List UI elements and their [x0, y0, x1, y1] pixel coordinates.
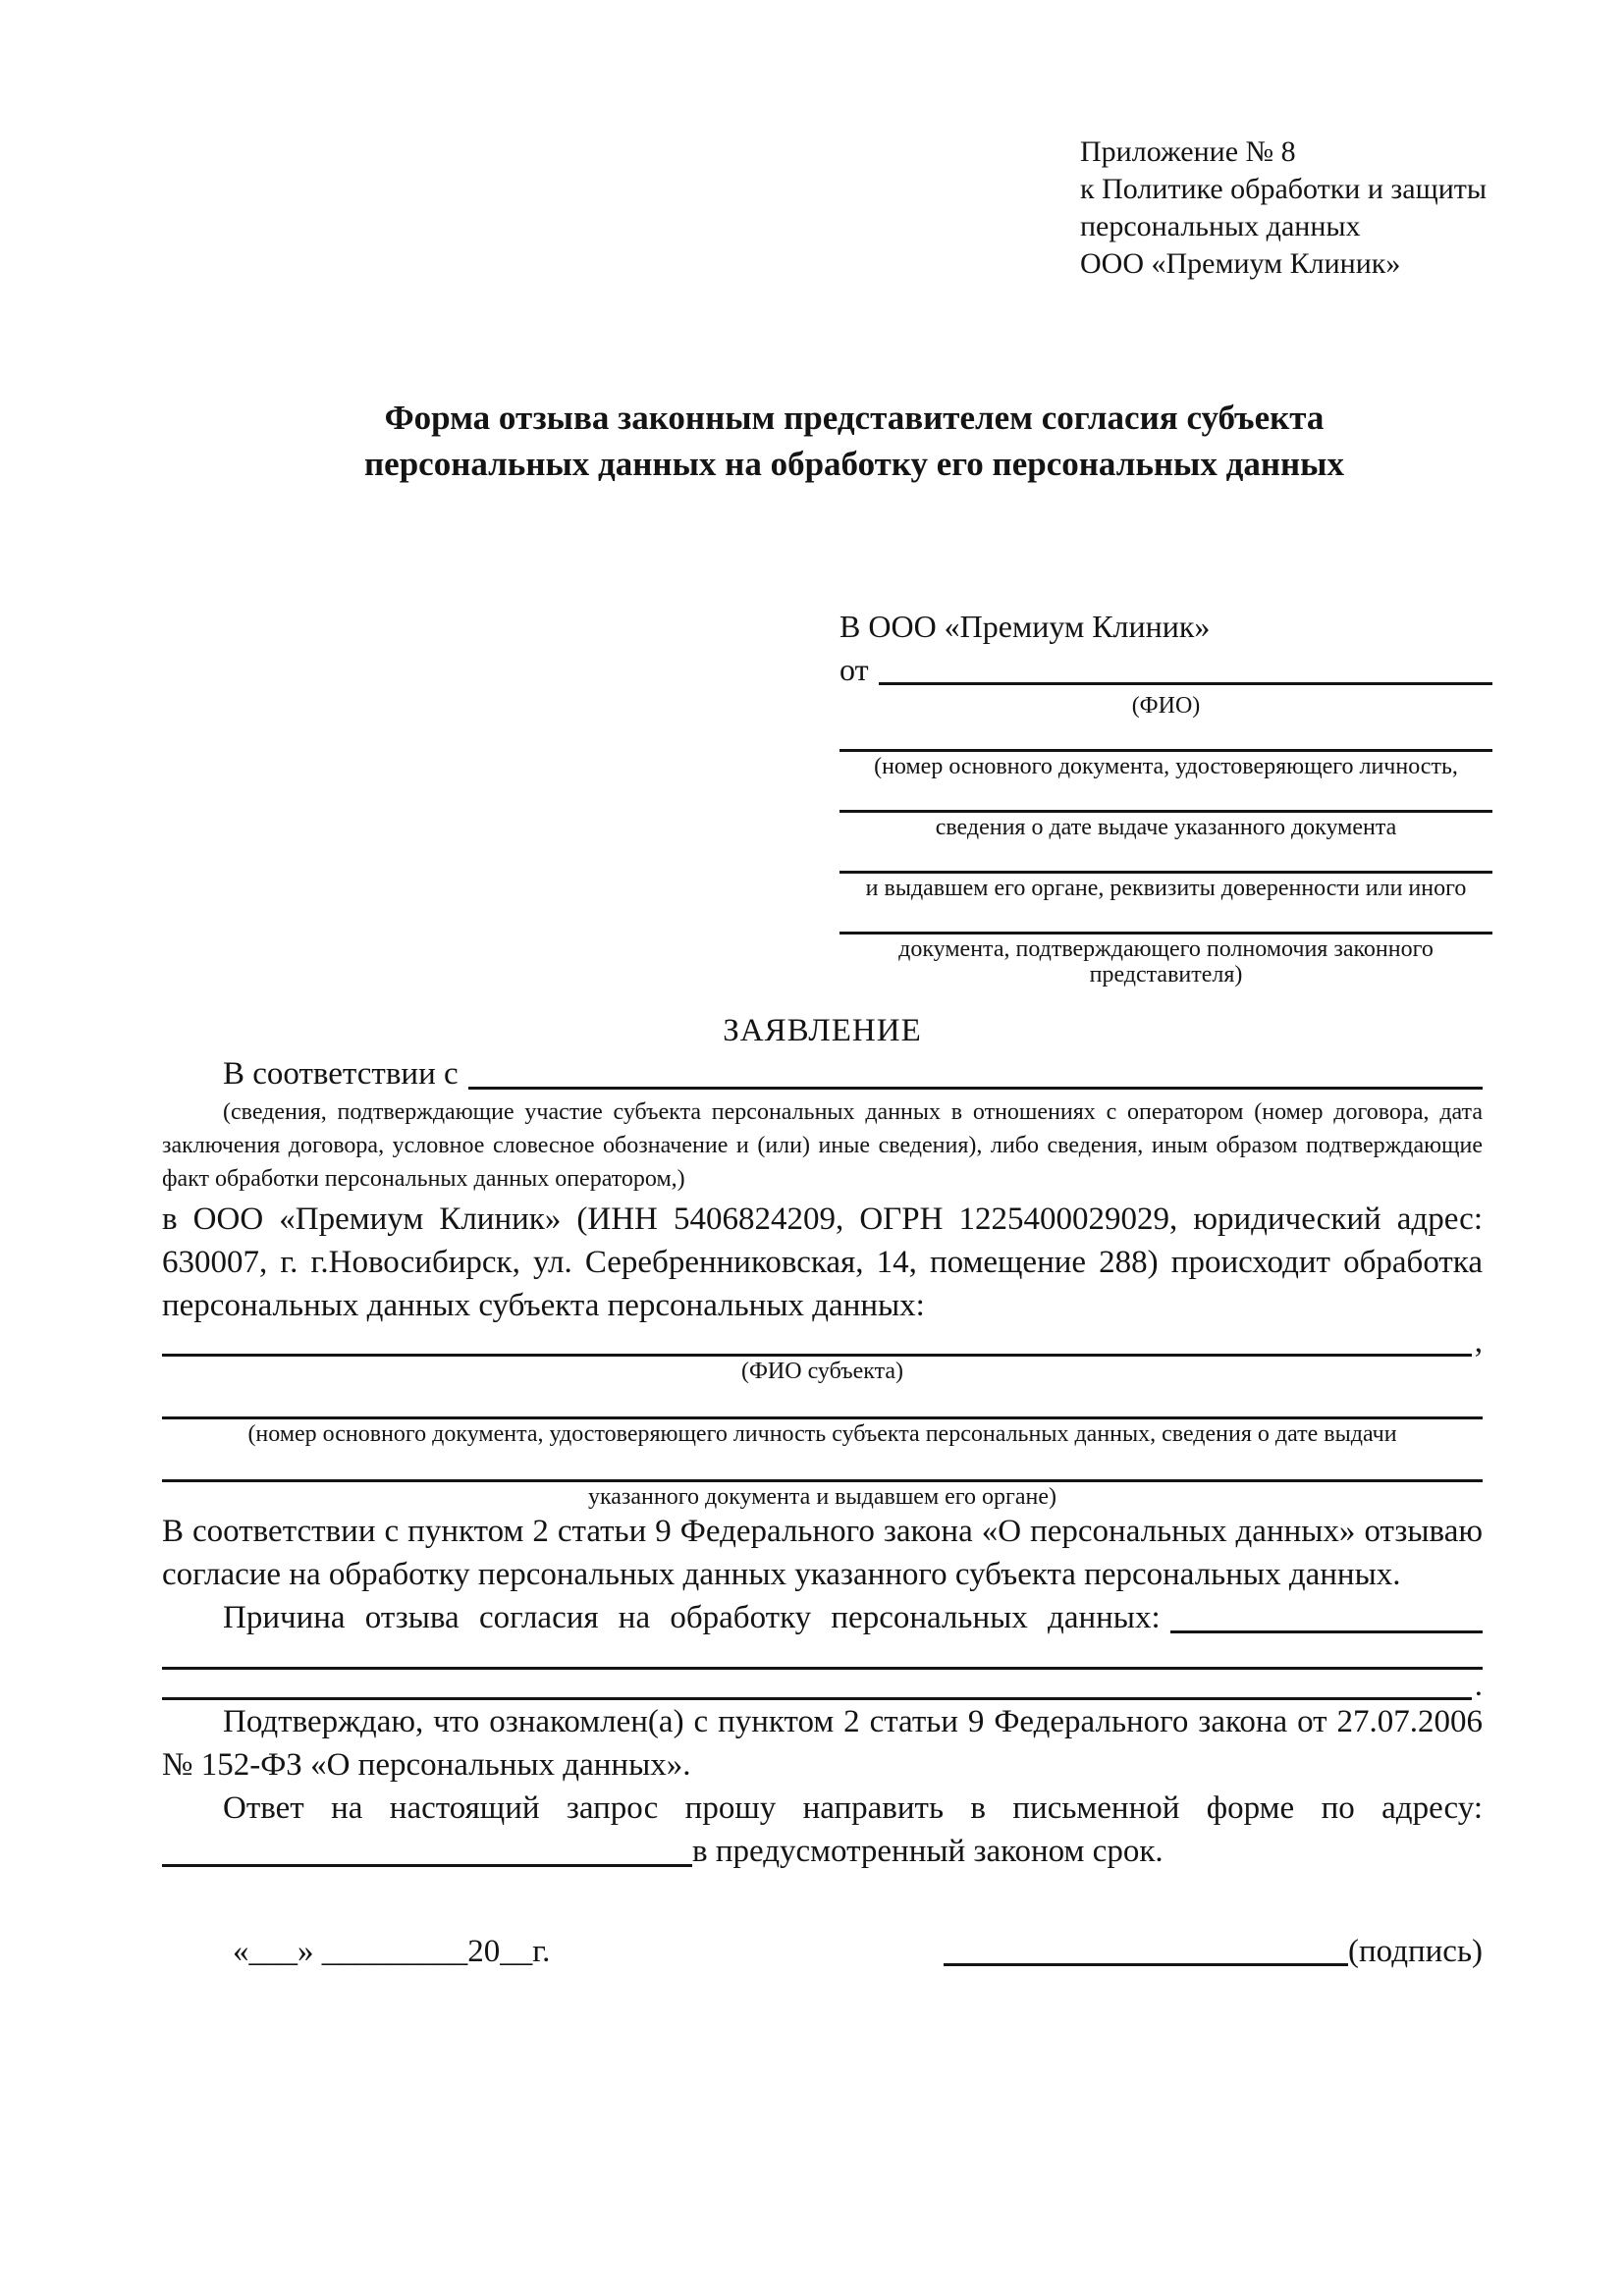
subject-fio-blank-line [162, 1337, 1472, 1357]
representative-fio-blank-line [879, 666, 1492, 685]
issue-date-blank-line [839, 779, 1492, 813]
subject-authority-blank-row [162, 1447, 1483, 1482]
issuing-authority-blank-line [839, 840, 1492, 874]
representative-authority-blank-line [839, 901, 1492, 934]
document-title-line2: персональных данных на обработку его персональных данных [364, 445, 1344, 483]
reason-blank-line-2 [162, 1639, 1483, 1670]
appendix-policy-line: к Политике обработки и защиты [1080, 173, 1488, 205]
subject-document-blank-row [162, 1384, 1483, 1419]
signature-caption: (подпись) [1348, 1934, 1483, 1969]
according-label: В соответствии с [223, 1056, 459, 1092]
reply-address-blank-line [162, 1847, 692, 1867]
issue-date-caption: сведения о дате выдаче указанного документа [935, 815, 1397, 840]
date-blank: «___» _________20__г. [233, 1934, 551, 1969]
reason-label: Причина отзыва согласия на обработку персональных данных: [223, 1600, 1161, 1635]
fio-caption: (ФИО) [1131, 693, 1201, 719]
reason-blank-row-2 [162, 1639, 1483, 1670]
appendix-header [1080, 133, 1487, 283]
document-title-line1: Форма отзыва законным представителем согласия субъекта [384, 399, 1325, 437]
reason-row [162, 1596, 1483, 1639]
appendix-number: Приложение № 8 [1080, 135, 1296, 168]
subject-document-blank-line [162, 1384, 1483, 1419]
signature-blank-line [944, 1947, 1348, 1966]
document-number-caption: (номер основного документа, удостоверяющего личность, [874, 754, 1458, 779]
document-title [177, 395, 1532, 487]
subject-authority-caption: указанного документа и выдавшем его органе) [587, 1484, 1057, 1510]
subject-authority-blank-line [162, 1447, 1483, 1482]
from-label: от [839, 652, 869, 687]
reason-blank-row-3 [162, 1668, 1483, 1703]
reason-blank-line [1170, 1614, 1483, 1633]
according-row [162, 1052, 1483, 1095]
signature-area [944, 1930, 1483, 1973]
addressee-block [839, 605, 1492, 988]
according-blank-line [468, 1070, 1483, 1090]
subject-document-caption: (номер основного документа, удостоверяющего личность субъекта персональных данных, сведения о дате выдачи [247, 1421, 1397, 1447]
addressee-from-row [839, 648, 1492, 691]
document-number-blank-line [839, 719, 1492, 752]
withdrawal-paragraph: В соответствии с пунктом 2 статьи 9 Федерального закона «О персональных данных» отзываю согласие на обработку персональных данных указанного субъекта персональных данных. [162, 1514, 1483, 1592]
reason-line-suffix: . [1474, 1668, 1483, 1703]
confirm-paragraph: Подтверждаю, что ознакомлен(а) с пунктом 2 статьи 9 Федерального закона от 27.07.2006 № 152-ФЗ «О персональных данных». [162, 1704, 1483, 1783]
according-note: (сведения, подтверждающие участие субъекта персональных данных в отношениях с оператором (номер договора, дата заключения договора, условное словесное обозначение и (или) иные сведения), либо сведения, иным образом подтверждающие факт обработки персональных данных оператором,) [162, 1099, 1483, 1192]
appendix-policy-line2: персональных данных [1080, 210, 1361, 242]
appendix-organization: ООО «Премиум Клиник» [1080, 247, 1401, 280]
signature-footer [162, 1930, 1483, 1973]
statement-heading: ЗАЯВЛЕНИЕ [723, 1013, 922, 1048]
subject-fio-blank-row [162, 1324, 1483, 1360]
addressee-organization: В ООО «Премиум Клиник» [839, 609, 1211, 644]
subject-fio-line-suffix: , [1474, 1324, 1483, 1360]
reply-address-row [162, 1830, 1483, 1873]
reply-paragraph: Ответ на настоящий запрос прошу направить в письменной форме по адресу: [223, 1790, 1483, 1826]
operator-paragraph: в ООО «Премиум Клиник» (ИНН 5406824209, ОГРН 1225400029029, юридический адрес: 630007, г. г.Новосибирск, ул. Серебренниковская, 14, помещение 288) происходит обработка персональных данных субъекта персональных данных: [162, 1201, 1483, 1323]
representative-authority-caption: документа, подтверждающего полномочия законного представителя) [898, 936, 1434, 988]
issuing-authority-caption: и выдавшем его органе, реквизиты доверенности или иного [865, 876, 1467, 901]
subject-fio-caption: (ФИО субъекта) [740, 1359, 904, 1384]
reason-blank-line-3 [162, 1670, 1472, 1700]
statement-body [162, 1009, 1483, 1873]
reply-suffix: в предусмотренный законом срок. [692, 1834, 1164, 1869]
